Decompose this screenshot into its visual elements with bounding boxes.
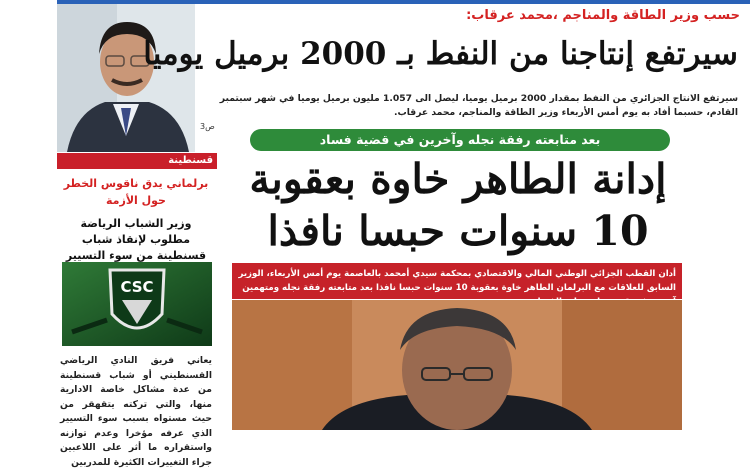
section-label: قسنطينة — [57, 153, 217, 169]
defendant-photo — [232, 300, 682, 430]
minister-portrait — [57, 4, 195, 152]
main-headline-line1: إدانة الطاهر خاوة بعقوبة — [249, 155, 667, 203]
csc-logo-image — [62, 262, 212, 346]
top-headline: سيرتفع إنتاجنا من النفط بـ 2000 برميل يوميا — [143, 36, 738, 72]
sidebar-headline: وزير الشباب الرياضة مطلوب لإنقاذ شباب قسنطينة من سوء التسيير — [65, 217, 207, 262]
top-kicker: حسب وزير الطاقة والمناجم ،محمد عرقاب: — [466, 8, 740, 23]
top-subtext: سيرتفع الانتاج الجزائري من النفط بمقدار 2000 برميل يوميا، ليصل الى 1.057 مليون برميل يوميا في شهر سبتمبر القادم، حسبما أفاد به يوم أمس الأربعاء وزير الطاقة والمناجم، محمد عرقاب. — [219, 93, 738, 118]
main-kicker: بعد متابعته رفقة نجله وآخرين في قضية فساد — [250, 129, 670, 151]
sidebar-headline-red: برلماني يدق ناقوس الخطر حول الأزمة — [63, 177, 209, 207]
page-reference: ص3 — [200, 122, 215, 131]
main-headline-line2: 10 سنوات حبسا نافذا — [267, 207, 649, 255]
main-lede: أدان القطب الجزائي الوطني المالي والاقتصادي بمحكمة سيدي أمحمد بالعاصمة يوم أمس الأربعاء، الوزير السابق للعلاقات مع البرلمان الطاهر خاوة بعقوبة 10 سنوات حبسا نافذا بعد متابعته رفقة نجله ومتهمين — [232, 263, 682, 299]
sidebar-body: يعاني فريق النادي الرياضي القسنطيني أو شباب قسنطينة من عدة مشاكل خاصة الادارية منها، والتي تركته يتقهقر من حيث مستواه بسبب سوء التسيير الذي عرفه مؤخرا وعدم توازنه واستقراره ما أثر على اللاعبين جراء التغييرات الكثيرة للمدربين — [60, 355, 212, 468]
logo-text: CSC — [120, 278, 154, 296]
